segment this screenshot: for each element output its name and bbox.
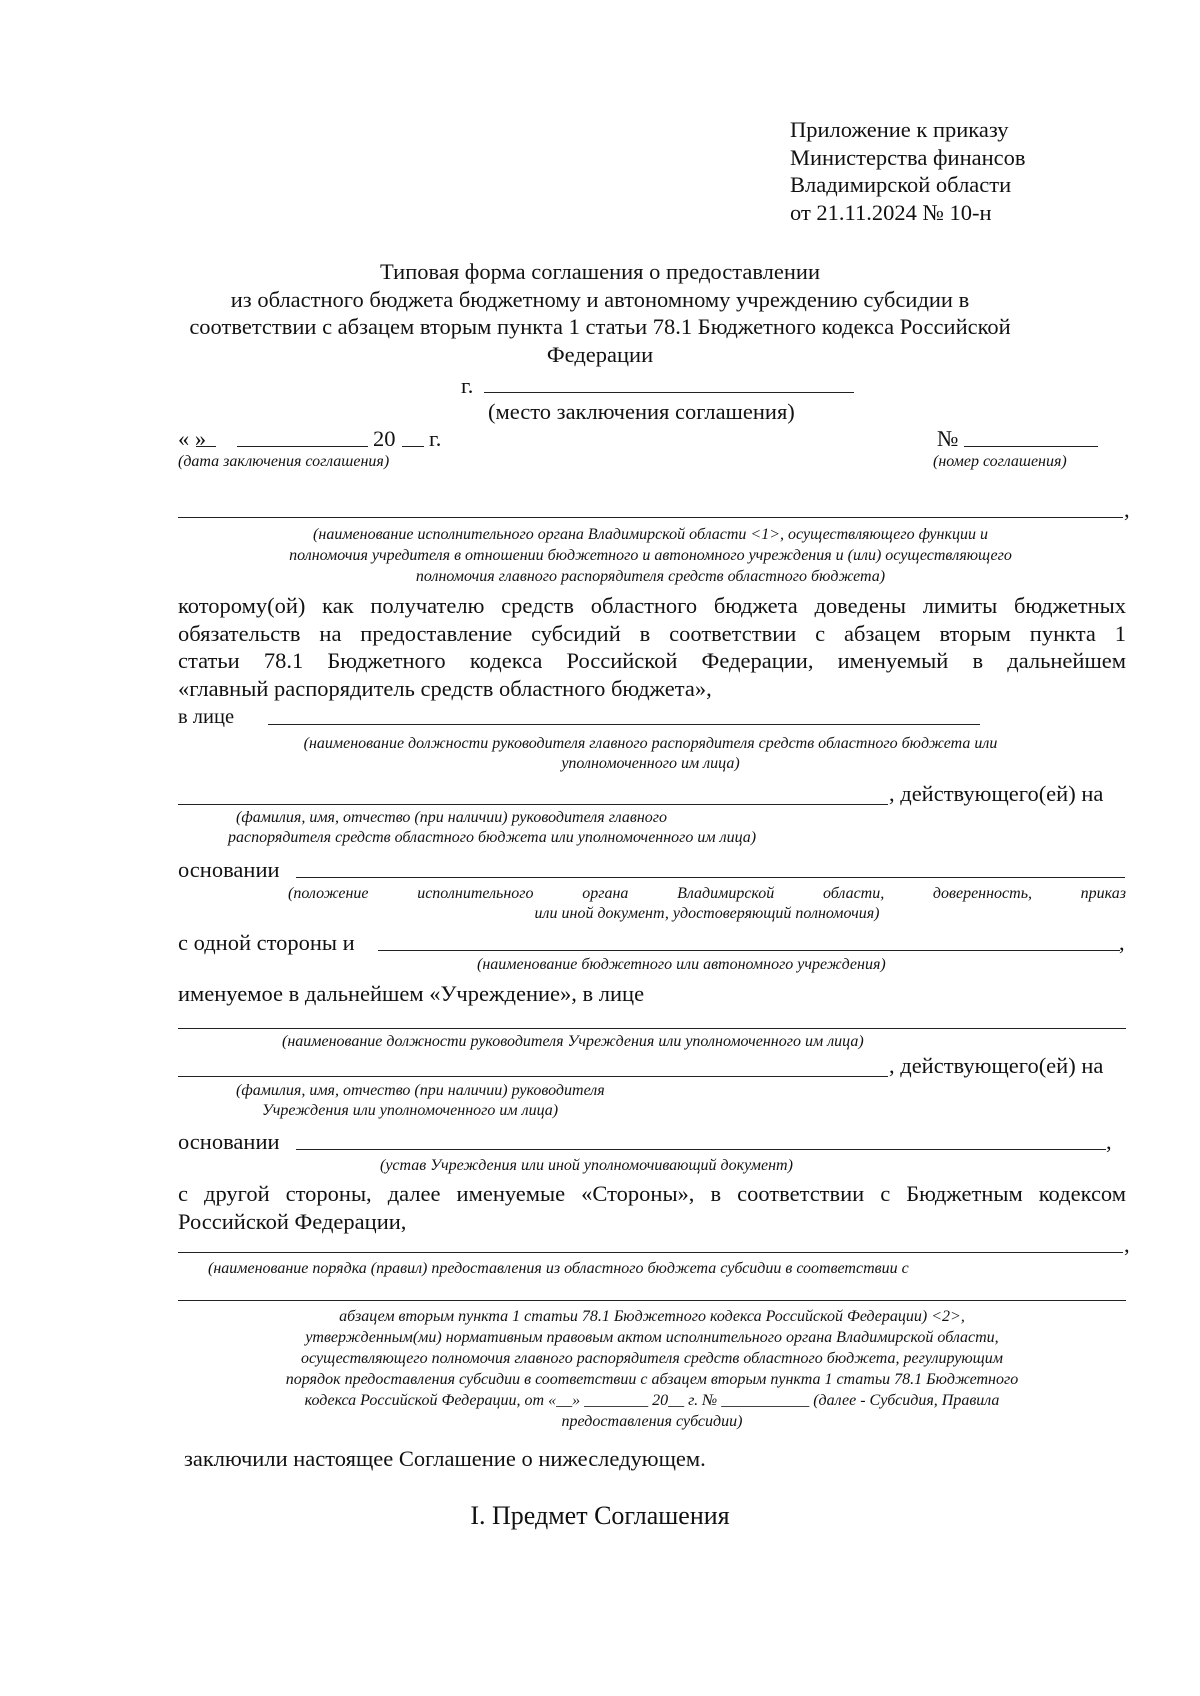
institution-name-caption: (наименование бюджетного или автономного учреждения) xyxy=(477,956,886,973)
document-title xyxy=(150,258,1050,368)
comma: , xyxy=(1124,497,1130,522)
appendix-line: Приложение к приказу xyxy=(790,117,1009,142)
procedure-name-blank[interactable] xyxy=(178,1252,1123,1253)
appendix-line: Министерства финансов xyxy=(790,144,1026,170)
city-prefix: г. xyxy=(461,373,474,398)
acting-on-text: , действующего(ей) на xyxy=(889,781,1104,806)
represented-by-label: в лице xyxy=(178,706,235,728)
institution-named-text: именуемое в дальнейшем «Учреждение», в лице xyxy=(178,981,645,1006)
date-day-quotes: « » xyxy=(178,426,207,451)
procedure-name-blank-2[interactable] xyxy=(178,1300,1126,1301)
basis-blank[interactable] xyxy=(296,877,1125,878)
procedure-name-caption-2: абзацем вторым пункта 1 статьи 78.1 Бюджетного кодекса Российской Федерации) <2>, утвержденным(ми) нормативным правовым актом исполнительного органа Владимирской области, осуществляющего полномочия главного распорядителя средств областного бюджета, регулирующим порядок предоставления субсидии в соответствии с абзацем вторым пункта 1 статьи 78.1 Бюджетного кодекса Российской Федерации, от «__» ________ 20__ г. № ___________ (далее - Субсидия, Правила предоставления субсидии) xyxy=(285,1308,1019,1430)
comma: , xyxy=(1119,930,1125,955)
date-year-blank[interactable] xyxy=(402,446,424,447)
institution-head-name-blank[interactable] xyxy=(178,1076,888,1077)
section-heading: I. Предмет Соглашения xyxy=(470,1501,730,1530)
basis-caption: (положение исполнительного органа Владимирской области, доверенность, приказ или иной документ, удостоверяющий полномочия) xyxy=(288,885,1126,922)
institution-head-position-caption: (наименование должности руководителя Учреждения или уполномоченного им лица) xyxy=(282,1033,864,1050)
number-caption: (номер соглашения) xyxy=(933,453,1067,470)
basis-label: основании xyxy=(178,857,280,882)
title-line: Федерации xyxy=(546,341,654,367)
one-side-label: с одной стороны и xyxy=(178,930,355,955)
date-year-suffix: г. xyxy=(429,426,442,451)
place-blank[interactable] xyxy=(484,392,854,393)
charter-basis-label: основании xyxy=(178,1129,280,1154)
place-caption: (место заключения соглашения) xyxy=(488,399,795,424)
head-name-blank[interactable] xyxy=(178,804,888,805)
number-sign: № xyxy=(937,426,959,451)
head-name-caption: (фамилия, имя, отчество (при наличии) руководителя главного распорядителя средств областного бюджета или уполномоченного им лица) xyxy=(228,809,757,846)
appendix-header xyxy=(790,116,1026,226)
title-line: соответствии с абзацем вторым пункта 1 статьи 78.1 Бюджетного кодекса Российской xyxy=(189,314,1011,339)
date-year-prefix: 20 xyxy=(373,426,396,451)
title-line: из областного бюджета бюджетному и автономному учреждению субсидии в xyxy=(230,286,970,312)
limits-paragraph: которому(ой) как получателю средств областного бюджета доведены лимиты бюджетных обязательств на предоставление субсидий в соответствии с абзацем вторым пункта 1 статьи 78.1 Бюджетного кодекса Российской Федерации, именуемый в дальнейшем «главный распорядитель средств областного бюджета», xyxy=(178,593,1126,701)
institution-head-position-blank[interactable] xyxy=(178,1028,1126,1029)
appendix-line: Владимирской области xyxy=(790,172,1012,197)
other-side-paragraph: с другой стороны, далее именуемые «Стороны», в соответствии с Бюджетным кодексом Российской Федерации, xyxy=(178,1181,1126,1234)
number-blank[interactable] xyxy=(964,446,1098,447)
charter-basis-blank[interactable] xyxy=(296,1149,1106,1150)
title-line: Типовая форма соглашения о предоставлении xyxy=(379,259,820,284)
charter-basis-caption: (устав Учреждения или иной уполномочивающий документ) xyxy=(380,1157,793,1174)
date-caption: (дата заключения соглашения) xyxy=(178,453,390,470)
appendix-line: от 21.11.2024 № 10-н xyxy=(790,199,992,225)
institution-head-name-caption: (фамилия, имя, отчество (при наличии) руководителя Учреждения или уполномоченного им лица) xyxy=(236,1082,605,1119)
executive-body-blank[interactable] xyxy=(178,517,1123,518)
acting-on-text: , действующего(ей) на xyxy=(889,1053,1104,1078)
representative-position-blank[interactable] xyxy=(268,724,980,725)
procedure-name-caption-1: (наименование порядка (правил) предоставления из областного бюджета субсидии в соответствии с xyxy=(208,1260,909,1277)
executive-body-caption: (наименование исполнительного органа Владимирской области <1>, осуществляющего функции и полномочия учредителя в отношении бюджетного и автономного учреждения и (или) осуществляющего полномочия главного распорядителя средств областного бюджета) xyxy=(289,526,1012,585)
concluded-text: заключили настоящее Соглашение о нижеследующем. xyxy=(184,1446,706,1471)
date-month-blank[interactable] xyxy=(237,446,368,447)
institution-name-blank[interactable] xyxy=(378,950,1120,951)
comma: , xyxy=(1124,1232,1130,1257)
date-day-blank[interactable] xyxy=(196,446,216,447)
representative-position-caption: (наименование должности руководителя главного распорядителя средств областного бюджета или уполномоченного им лица) xyxy=(303,735,998,772)
comma: , xyxy=(1106,1129,1112,1154)
